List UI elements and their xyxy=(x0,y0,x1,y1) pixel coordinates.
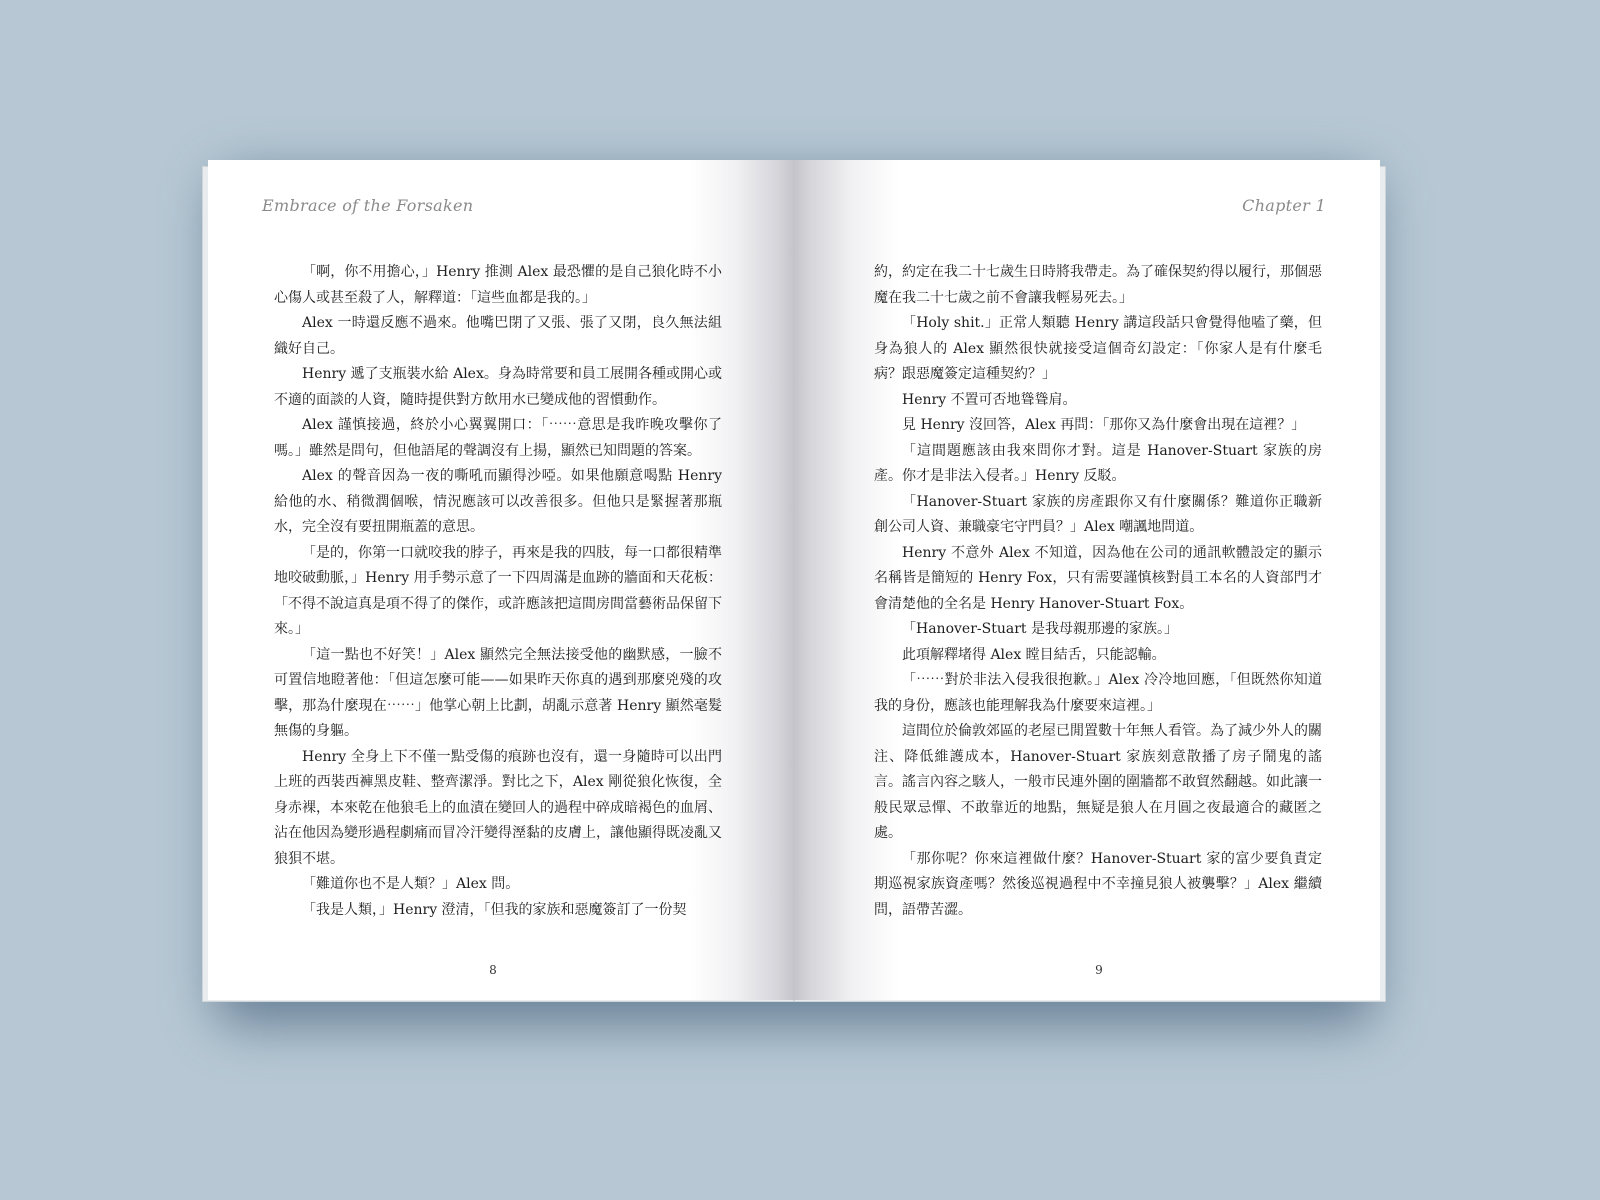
paragraph: 「難道你也不是人類？」Alex 問。 xyxy=(302,876,520,892)
paragraph: 「⋯⋯對於非法入侵我很抱歉。」Alex 冷冷地回應，「但既然你知道我的身份，應該也能理解我為什麼要來這裡。」 xyxy=(874,672,1322,714)
left-page-body xyxy=(274,260,722,923)
paragraph: Alex 一時還反應不過來。他嘴巴閉了又張、張了又閉，良久無法組織好自己。 xyxy=(274,315,722,357)
paragraph: 這間位於倫敦郊區的老屋已閒置數十年無人看管。為了減少外人的關注、降低維護成本，Hanover-Stuart 家族刻意散播了房子鬧鬼的謠言。謠言內容之駭人，一般市民連外圍的圍牆都不敢貿然翻越。如此讓一般民眾忌憚、不敢靠近的地點，無疑是狼人在月圓之夜最適合的藏匿之處。 xyxy=(874,723,1322,841)
paragraph: 「是的，你第一口就咬我的脖子，再來是我的四肢，每一口都很精準地咬破動脈，」Henry 用手勢示意了一下四周滿是血跡的牆面和天花板：「不得不說這真是項不得了的傑作，或許應該把這間房間當藝術品保留下來。」 xyxy=(274,544,722,637)
page-number: 8 xyxy=(489,963,497,977)
right-page-body xyxy=(874,260,1322,923)
page-number: 9 xyxy=(1095,963,1103,977)
open-book xyxy=(208,160,1380,1002)
paragraph: Henry 不置可否地聳聳肩。 xyxy=(902,391,1077,408)
paragraph: 「那你呢？你來這裡做什麼？Hanover-Stuart 家的富少要負責定期巡視家族資產嗎？然後巡視過程中不幸撞見狼人被襲擊？」Alex 繼續問，語帶苦澀。 xyxy=(874,850,1322,918)
right-page xyxy=(794,160,1380,1000)
paragraph: Henry 全身上下不僅一點受傷的痕跡也沒有，還一身隨時可以出門上班的西裝西褲黑皮鞋、整齊潔淨。對比之下，Alex 剛從狼化恢復，全身赤裸，本來乾在他狼毛上的血漬在變回人的過程中碎成暗褐色的血屑、沾在他因為變形過程劇痛而冒冷汗變得溼黏的皮膚上，讓他顯得既凌亂又狼狽不堪。 xyxy=(274,748,722,867)
paragraph: 約，約定在我二十七歲生日時將我帶走。為了確保契約得以履行，那個惡魔在我二十七歲之前不會讓我輕易死去。」 xyxy=(874,264,1322,306)
paragraph: 「這間題應該由我來問你才對。這是 Hanover-Stuart 家族的房產。你才是非法入侵者。」Henry 反駁。 xyxy=(874,442,1322,484)
paragraph: Henry 不意外 Alex 不知道，因為他在公司的通訊軟體設定的顯示名稱皆是簡短的 Henry Fox，只有需要謹慎核對員工本名的人資部門才會清楚他的全名是 Henry Hanover-Stuart Fox。 xyxy=(874,544,1322,612)
paragraph: Alex 謹慎接過，終於小心翼翼開口：「⋯⋯意思是我昨晚攻擊你了嗎。」雖然是問句，但他語尾的聲調沒有上揚，顯然已知問題的答案。 xyxy=(274,417,722,459)
paragraph: 見 Henry 沒回答，Alex 再問：「那你又為什麼會出現在這裡？」 xyxy=(902,417,1306,433)
paragraph: 「Holy shit.」正常人類聽 Henry 講這段話只會覺得他嗑了藥，但身為狼人的 Alex 顯然很快就接受這個奇幻設定：「你家人是有什麼毛病？跟惡魔簽定這種契約？」 xyxy=(874,315,1322,382)
chapter-header: Chapter 1 xyxy=(1242,196,1326,215)
paragraph: 「我是人類，」Henry 澄清，「但我的家族和惡魔簽訂了一份契 xyxy=(302,901,687,918)
paragraph: 此項解釋堵得 Alex 瞠目結舌，只能認輸。 xyxy=(902,646,1166,663)
left-page xyxy=(208,160,794,1000)
paragraph: 「Hanover-Stuart 家族的房產跟你又有什麼關係？難道你正職新創公司人資、兼職豪宅守門員？」Alex 嘲諷地問道。 xyxy=(874,493,1322,535)
paragraph: 「啊，你不用擔心，」Henry 推測 Alex 最恐懼的是自己狼化時不小心傷人或甚至殺了人，解釋道：「這些血都是我的。」 xyxy=(274,264,722,306)
paragraph: 「Hanover-Stuart 是我母親那邊的家族。」 xyxy=(902,621,1178,637)
paragraph: Alex 的聲音因為一夜的嘶吼而顯得沙啞。如果他願意喝點 Henry 給他的水、稍微潤個喉，情況應該可以改善很多。但他只是緊握著那瓶水，完全沒有要扭開瓶蓋的意思。 xyxy=(274,468,722,535)
paragraph: Henry 遞了支瓶裝水給 Alex。身為時常要和員工展開各種或開心或不適的面談的人資，隨時提供對方飲用水已變成他的習慣動作。 xyxy=(274,366,722,408)
book-title-header: Embrace of the Forsaken xyxy=(262,196,474,215)
paragraph: 「這一點也不好笑！」Alex 顯然完全無法接受他的幽默感，一臉不可置信地瞪著他：「但這怎麼可能——如果昨天你真的遇到那麼兇殘的攻擊，那為什麼現在⋯⋯」他掌心朝上比劃，胡亂示意著 Henry 顯然毫髮無傷的身軀。 xyxy=(274,646,722,739)
